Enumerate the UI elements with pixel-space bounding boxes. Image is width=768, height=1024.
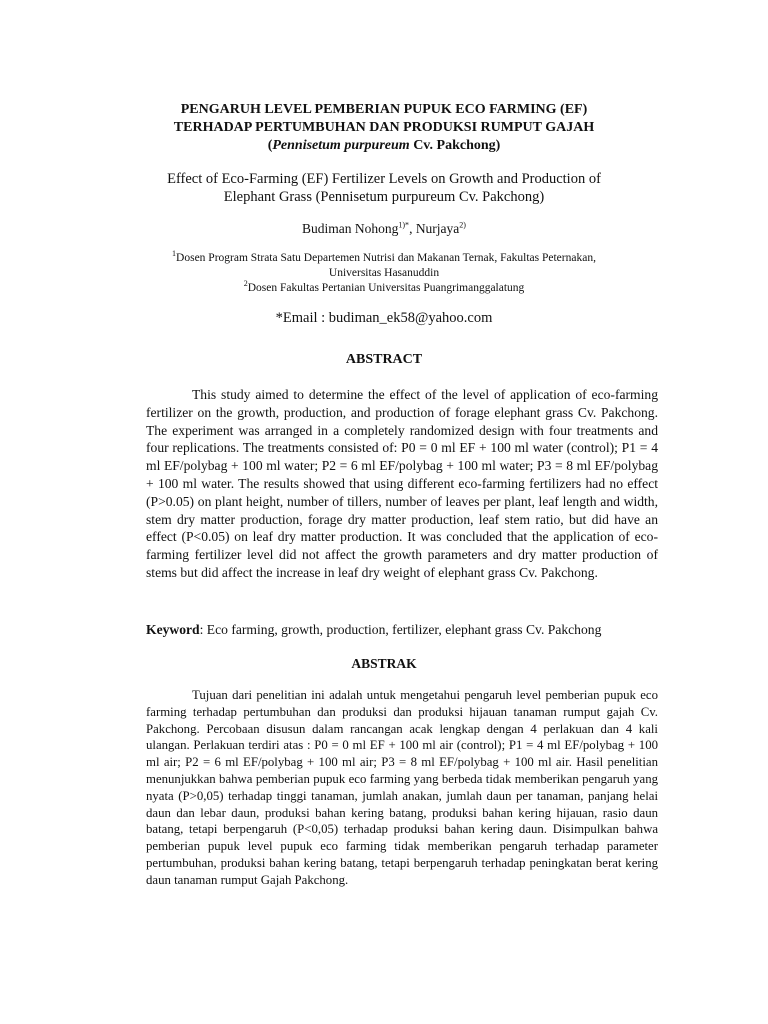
abstract-heading: ABSTRACT xyxy=(345,352,423,367)
corresponding-email: *Email : budiman_ek58@yahoo.com xyxy=(275,310,493,326)
title-species: Pennisetum purpureum xyxy=(272,138,410,153)
author-2: Nurjaya xyxy=(415,221,460,236)
subtitle-line-1: Effect of Eco-Farming (EF) Fertilizer Levels on Growth and Production of xyxy=(167,171,601,187)
author-separator: , xyxy=(409,221,416,236)
affiliation-2-mark: 2 xyxy=(243,279,248,289)
title-line-2: TERHADAP PERTUMBUHAN DAN PRODUKSI RUMPUT GAJAH xyxy=(173,120,595,135)
title-paren-open: ( xyxy=(267,138,273,153)
author-1-affil-mark: 1)* xyxy=(398,220,410,230)
abstrak-heading: ABSTRAK xyxy=(351,656,417,671)
affiliations xyxy=(110,251,658,296)
title-line-3 xyxy=(110,137,658,155)
title-line-1: PENGARUH LEVEL PEMBERIAN PUPUK ECO FARMING (EF) xyxy=(180,102,588,117)
author-2-affil-mark: 2) xyxy=(459,220,466,230)
abstrak-body: Tujuan dari penelitian ini adalah untuk mengetahui pengaruh level pemberian pupuk eco farming terhadap pertumbuhan dan produksi dan produksi hijauan tanaman rumput gajah Cv. Pakchong. Percobaan disusun dalam rancangan acak lengkap dengan 4 perlakuan dan 4 kali ulangan. Perlakuan terdiri atas : P0 = 0 ml EF + 100 ml air (control); P1 = 4 ml EF/polybag + 100 ml air; P2 = 6 ml EF/polybag + 100 ml air; P3 = 8 ml EF/polybag + 100 ml air. Hasil penelitian menunjukkan bahwa pemberian pupuk eco farming yang berbeda tidak memberikan pengaruh yang nyata (P>0,05) terhadap tinggi tanaman, jumlah anakan, jumlah daun per tanaman, panjang helai daun dan lebar daun, produksi bahan kering batang, produksi bahan kering hijauan, rasio daun batang, tetapi berpengaruh (P<0,05) terhadap produksi bahan kering daun. Disimpulkan bahwa pemberian pupuk level pupuk eco farming tidak memberikan pengaruh terhadap parameter pertumbuhan, produksi bahan kering batang, tetapi berpengaruh terhadap peningkatan berat kering daun tanaman rumput Gajah Pakchong. xyxy=(146,688,658,887)
author-1: Budiman Nohong xyxy=(302,221,399,236)
affiliation-1-mark: 1 xyxy=(172,249,177,259)
affiliation-1-line-2: Universitas Hasanuddin xyxy=(328,267,440,279)
affiliation-1-line-1: Dosen Program Strata Satu Departemen Nutrisi dan Makanan Ternak, Fakultas Peternakan, xyxy=(176,252,596,264)
keywords xyxy=(146,622,666,638)
abstract-body: This study aimed to determine the effect of the level of application of eco-farming fertilizer on the growth, production, and production of forage elephant grass Cv. Pakchong. The experiment was arranged in a completely randomized design with four treatments and four replications. The treatments consisted of: P0 = 0 ml EF + 100 ml water (control); P1 = 4 ml EF/polybag + 100 ml water; P2 = 6 ml EF/polybag + 100 ml water; P3 = 8 ml EF/polybag + 100 ml water. The results showed that using different eco-farming fertilizers had no effect (P>0.05) on plant height, number of tillers, number of leaves per plant, leaf length and width, stem dry matter production, forage dry matter production, leaf stem ratio, but did have an effect (P<0.05) on leaf dry matter production. It was concluded that the application of eco-farming fertilizer level did not affect the growth parameters and dry matter production of stems but did affect the increase in leaf dry weight of elephant grass Cv. Pakchong. xyxy=(146,387,658,580)
affiliation-1 xyxy=(110,251,658,266)
affiliation-2 xyxy=(110,281,658,296)
affiliation-2-text: Dosen Fakultas Pertanian Universitas Puangrimanggalatung xyxy=(247,282,525,294)
keyword-text: : Eco farming, growth, production, fertilizer, elephant grass Cv. Pakchong xyxy=(199,622,602,637)
author-list xyxy=(110,221,658,237)
title-cultivar: Cv. Pakchong) xyxy=(409,138,501,153)
paper-title xyxy=(110,101,658,155)
subtitle-line-2: Elephant Grass (Pennisetum purpureum Cv. Pakchong) xyxy=(223,189,545,205)
english-title xyxy=(130,170,638,206)
keyword-label: Keyword xyxy=(146,622,200,637)
